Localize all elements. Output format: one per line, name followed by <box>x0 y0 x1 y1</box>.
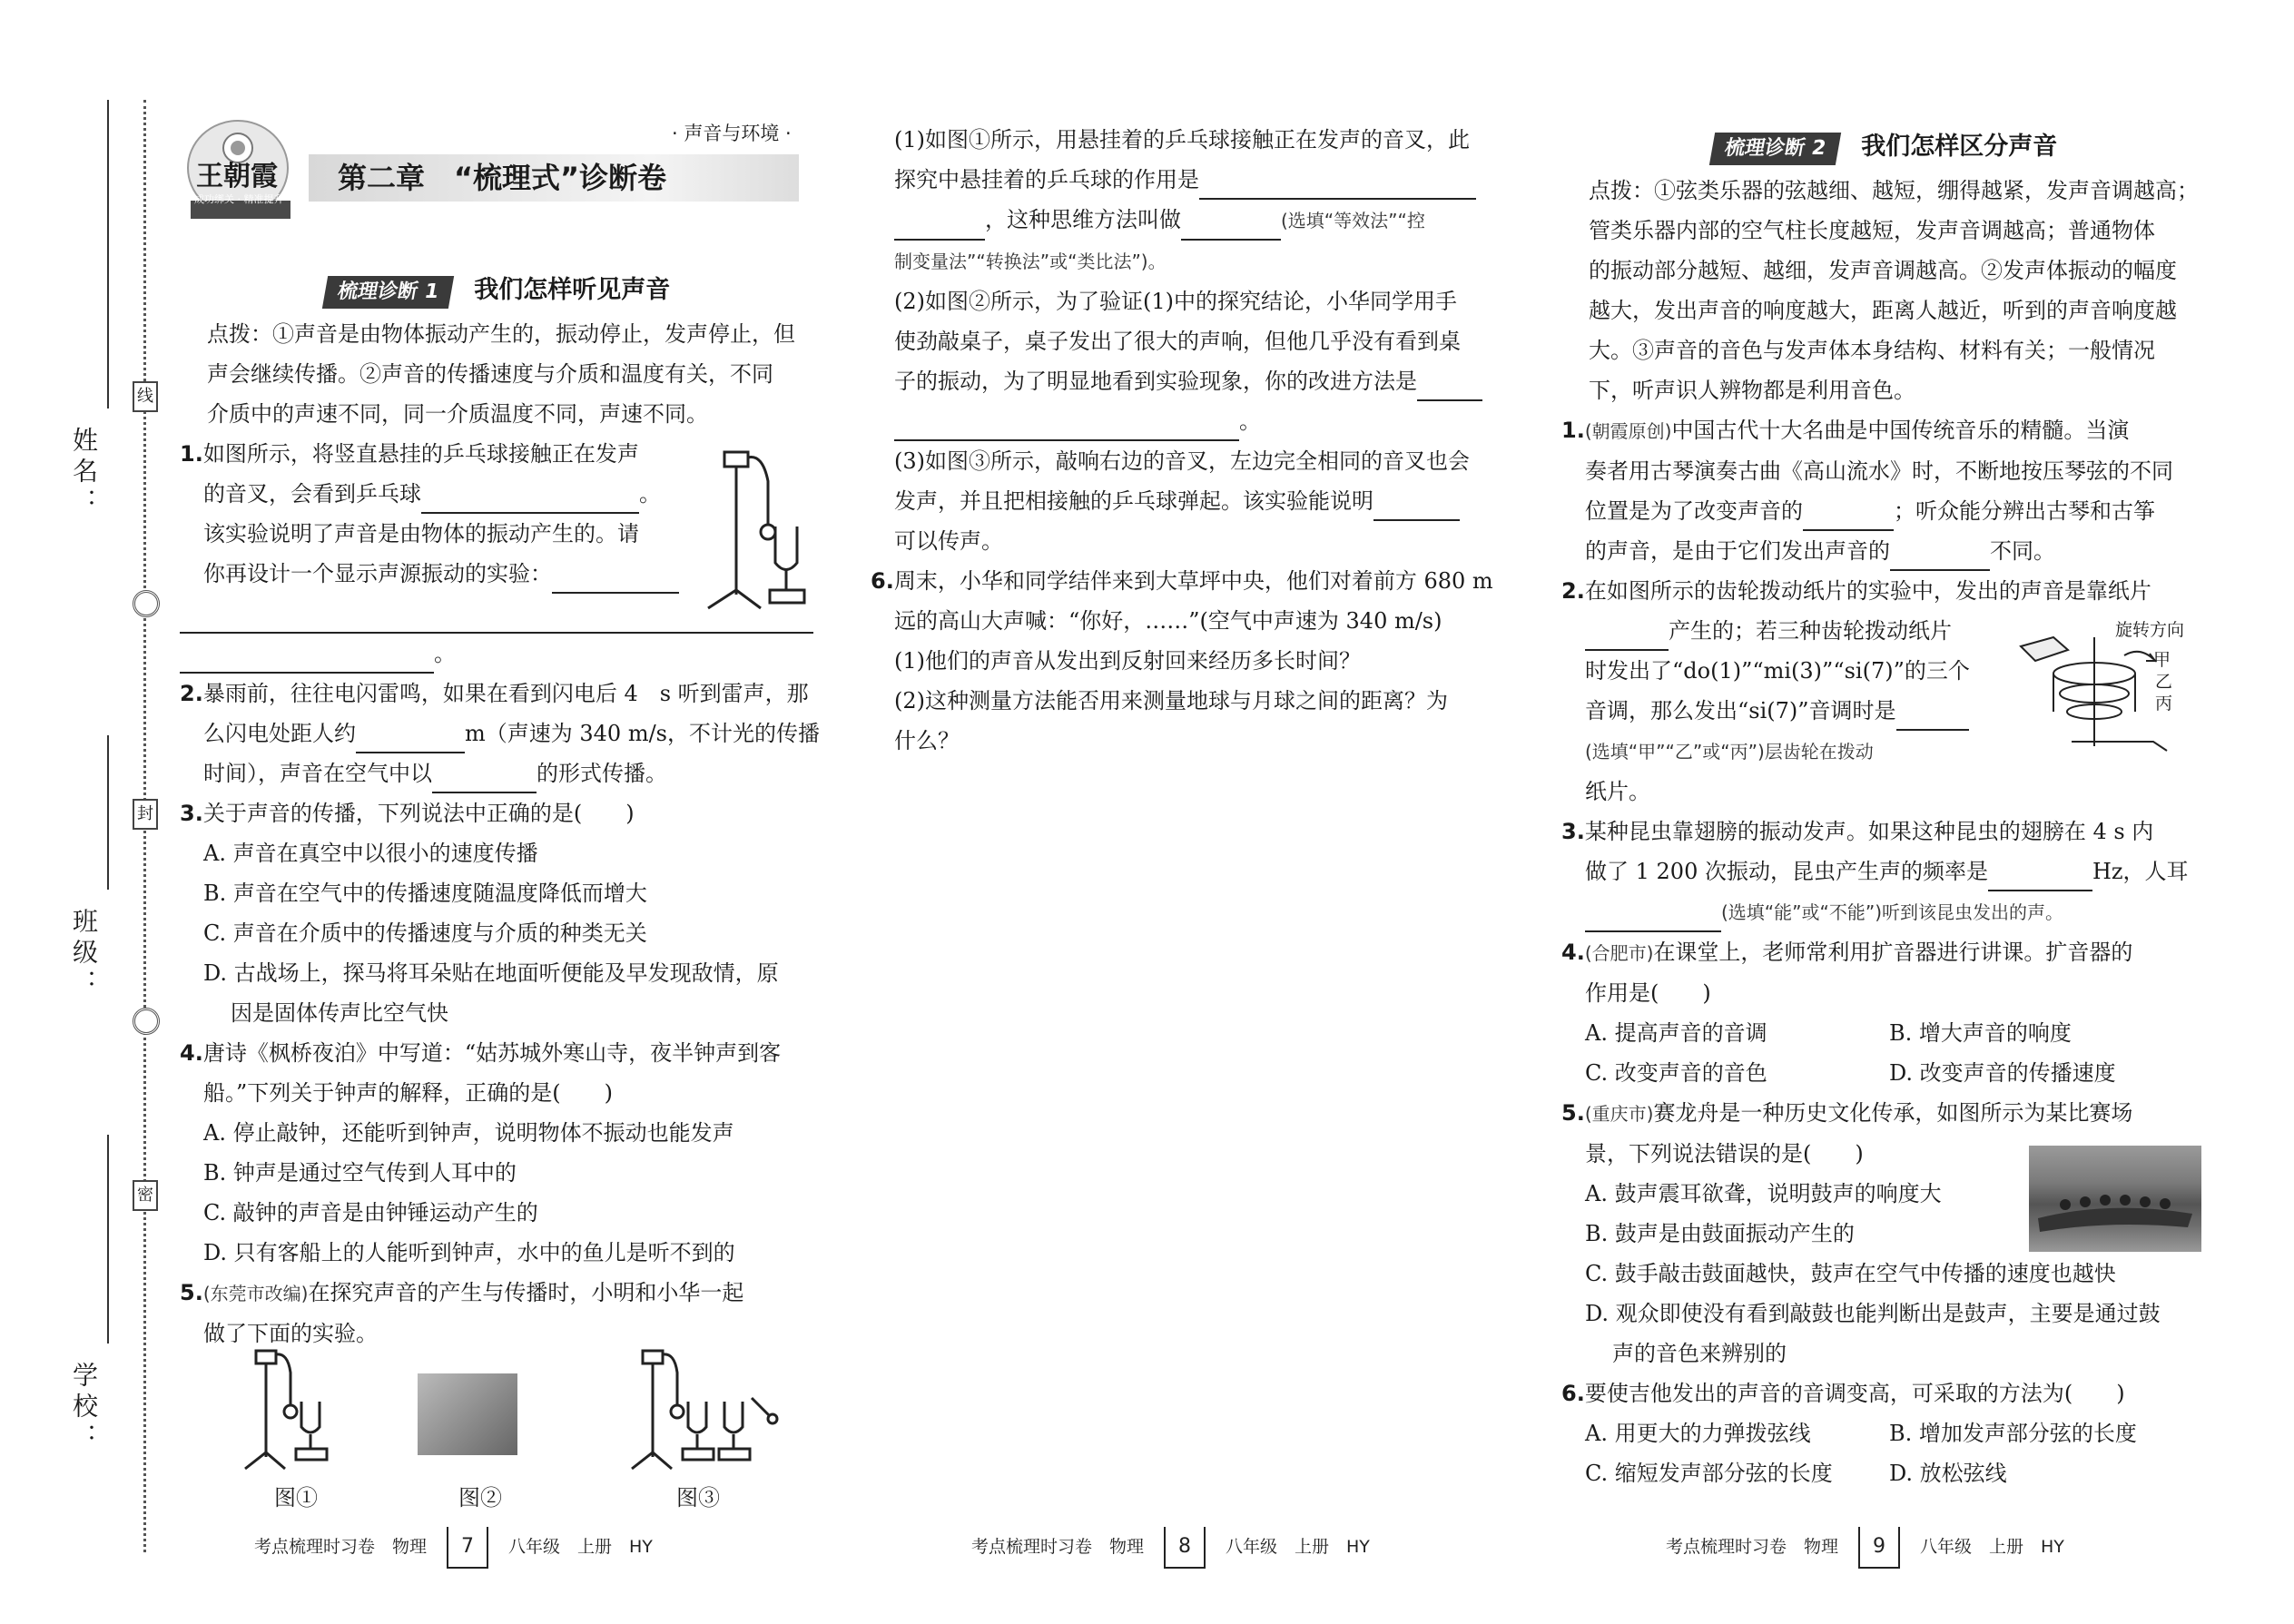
option-a[interactable]: A. 用更大的力弹拨弦线 <box>1585 1421 1811 1446</box>
brand-logo <box>182 113 300 227</box>
option-b[interactable]: B. 增加发声部分弦的长度 <box>1889 1421 2137 1446</box>
question-text: (2)如图②所示，为了验证(1)中的探究结论，小华同学用手 <box>894 289 1457 314</box>
question-text: 可以传声。 <box>894 528 1003 554</box>
option-a[interactable]: A. 鼓声震耳欲聋，说明鼓声的响度大 <box>1585 1181 1942 1206</box>
question-text: 使劲敲桌子，桌子发出了很大的声响，但他几乎没有看到桌 <box>894 329 1461 354</box>
question-number: 5. <box>1561 1100 1585 1126</box>
section-1-tip-3: 介质中的声速不同，同一介质温度不同，声速不同。 <box>207 401 708 427</box>
option-c[interactable]: C. 鼓手敲击鼓面越快，鼓声在空气中传播的速度也越快 <box>1585 1261 2116 1286</box>
section-2-tip-4: 越大，发出声音的响度越大，距离人越近，听到的声音响度越 <box>1589 298 2177 323</box>
answer-blank[interactable] <box>1585 622 1669 651</box>
question-text: 景，下列说法错误的是( ) <box>1585 1141 1864 1166</box>
page-number: 9 <box>1858 1527 1900 1569</box>
question-text: 。 <box>1239 408 1261 434</box>
question-text: 探究中悬挂着的乒乓球的作用是 <box>894 167 1199 192</box>
answer-blank[interactable] <box>1373 492 1460 521</box>
r2-gear-figure <box>2017 619 2199 755</box>
seal-close-mark: 密 <box>133 1180 158 1211</box>
answer-blank[interactable] <box>1896 702 1969 731</box>
question-text: 不同。 <box>1990 538 2055 564</box>
option-b[interactable]: B. 增大声音的响度 <box>1889 1020 2072 1046</box>
question-text: 船。”下列关于钟声的解释，正确的是( ) <box>203 1080 613 1106</box>
q5-figure-3 <box>625 1343 783 1475</box>
answer-blank[interactable] <box>180 645 434 674</box>
section-2-tip-1: 点拨：①弦类乐器的弦越细、越短，绷得越紧，发声音调越高； <box>1589 178 2199 203</box>
question-text: Hz，人耳 <box>2092 859 2189 884</box>
question-number: 6. <box>871 568 894 594</box>
class-label: 班级： <box>69 908 99 1000</box>
footer-series: 考点梳理时习卷 物理 <box>971 1537 1145 1557</box>
answer-blank[interactable] <box>432 764 537 793</box>
question-text: 赛龙舟是一种历史文化传承，如图所示为某比赛场 <box>1653 1100 2133 1126</box>
logo-text: 王朝霞 <box>196 161 278 192</box>
question-text: 。 <box>434 641 456 666</box>
footer-grade: 八年级 上册 HY <box>508 1537 653 1557</box>
option-a[interactable]: A. 停止敲钟，还能听到钟声，说明物体不振动也能发声 <box>203 1120 734 1146</box>
option-d-cont: 因是固体传声比空气快 <box>231 1000 448 1026</box>
question-text: 该实验说明了声音是由物体的振动产生的。请 <box>203 521 639 546</box>
question-text: 如图所示，将竖直悬挂的乒乓球接触正在发声 <box>202 441 639 467</box>
seal-line-mark: 线 <box>133 381 158 412</box>
question-text: 子的振动，为了明显地看到实验现象，你的改进方法是 <box>894 369 1417 394</box>
option-c[interactable]: C. 缩短发声部分弦的长度 <box>1585 1461 1833 1486</box>
section-2-title: 我们怎样区分声音 <box>1861 133 2058 161</box>
gear-yi-label: 乙 <box>2155 672 2173 692</box>
question-text: (1)他们的声音从发出到反射回来经历多长时间？ <box>894 648 1361 674</box>
school-field[interactable] <box>107 1135 109 1343</box>
question-source: (朝霞原创) <box>1584 420 1672 442</box>
name-label: 姓名： <box>69 427 99 519</box>
question-number: 3. <box>1561 819 1585 844</box>
footer-page-7 <box>254 1527 653 1569</box>
question-text: 中国古代十大名曲是中国传统音乐的精髓。当演 <box>1671 418 2130 443</box>
answer-blank[interactable] <box>1890 542 1990 571</box>
q5-figure-1 <box>238 1343 347 1475</box>
question-text: 做了 1 200 次振动，昆虫产生声的频率是 <box>1585 859 1988 884</box>
question-text: 唐诗《枫桥夜泊》中写道：“姑苏城外寒山寺，夜半钟声到客 <box>202 1040 782 1066</box>
page-number: 8 <box>1164 1527 1206 1569</box>
question-text: m（声速为 340 m/s，不计光的传播 <box>465 721 820 746</box>
question-hint: 制变量法”“转换法”或“类比法”)。 <box>894 251 1167 272</box>
section-2-tip-6: 下，听声识人辨物都是利用音色。 <box>1589 378 1915 403</box>
rotation-direction-label: 旋转方向 <box>2115 620 2185 640</box>
section-1-tip-2: 声会继续传播。②声音的传播速度与介质和温度有关，不同 <box>207 361 773 387</box>
question-text: 作用是( ) <box>1585 980 1711 1006</box>
question-number: 1. <box>1561 418 1585 443</box>
figure-1-caption: 图① <box>274 1485 318 1511</box>
question-source: (重庆市) <box>1584 1103 1654 1125</box>
option-c[interactable]: C. 敲钟的声音是由钟锤运动产生的 <box>203 1200 538 1225</box>
q1-figure <box>697 445 815 617</box>
question-hint: (选填“甲”“乙”或“丙”)层齿轮在拨动 <box>1585 741 1874 763</box>
question-text: 的声音，是由于它们发出声音的 <box>1585 538 1890 564</box>
answer-blank[interactable] <box>1181 212 1281 241</box>
question-text: 纸片。 <box>1585 779 1650 804</box>
section-2-tip-5: 大。③声音的音色与发声体本身结构、材料有关；一般情况 <box>1589 338 2155 363</box>
option-c[interactable]: C. 声音在介质中的传播速度与介质的种类无关 <box>203 920 647 946</box>
gear-jia-label: 甲 <box>2153 650 2171 670</box>
answer-blank[interactable] <box>1199 171 1476 200</box>
chapter-title: 第二章 “梳理式”诊断卷 <box>338 161 667 195</box>
answer-blank[interactable] <box>552 565 679 594</box>
question-number: 4. <box>180 1040 203 1066</box>
question-number: 5. <box>180 1280 203 1305</box>
column-3 <box>1561 122 2208 1493</box>
option-a[interactable]: A. 声音在真空中以很小的速度传播 <box>203 841 538 866</box>
logo-subtext: 成功绑关 · 精准提升 <box>194 193 284 205</box>
question-text: 你再设计一个显示声源振动的实验： <box>203 561 552 586</box>
figure-3-caption: 图③ <box>676 1485 720 1511</box>
seal-circle-icon <box>133 590 160 617</box>
question-number: 2. <box>1561 578 1585 604</box>
question-number: 4. <box>1561 940 1585 965</box>
column-1 <box>180 265 820 1353</box>
name-field[interactable] <box>107 100 109 408</box>
binding-strip <box>0 0 154 1624</box>
section-2-tip-3: 的振动部分越短、越细，发声音调越高。②发声体振动的幅度 <box>1589 258 2177 283</box>
section-2-heading <box>1561 127 2208 167</box>
question-source: (东莞市改编) <box>202 1283 309 1304</box>
question-text: 在课堂上，老师常利用扩音器进行讲课。扩音器的 <box>1653 940 2133 965</box>
answer-blank[interactable] <box>1417 372 1482 401</box>
page-number: 7 <box>447 1527 488 1569</box>
question-text: 要使吉他发出的声音的音调变高，可采取的方法为( ) <box>1584 1381 2125 1406</box>
seal-seal-mark: 封 <box>133 799 158 830</box>
question-text: 音调，那么发出“si(7)”音调时是 <box>1585 698 1896 723</box>
option-b[interactable]: B. 鼓声是由鼓面振动产生的 <box>1585 1221 1855 1246</box>
dragon-boat-photo <box>2029 1146 2201 1252</box>
question-text: 产生的；若三种齿轮拨动纸片 <box>1669 618 1952 644</box>
question-number: 6. <box>1561 1381 1585 1406</box>
question-text: 什么？ <box>894 728 960 753</box>
question-text: 在探究声音的产生与传播时，小明和小华一起 <box>308 1280 744 1305</box>
section-1-tag: 梳理诊断 1 <box>322 276 454 309</box>
question-text: 位置是为了改变声音的 <box>1585 498 1803 524</box>
section-1-title: 我们怎样听见声音 <box>474 276 671 304</box>
question-text: 么闪电处距人约 <box>203 721 356 746</box>
answer-blank[interactable] <box>421 485 639 514</box>
option-a[interactable]: A. 提高声音的音调 <box>1585 1020 1767 1046</box>
answer-blank[interactable] <box>1988 862 2092 891</box>
column-2 <box>871 120 1521 761</box>
footer-series: 考点梳理时习卷 物理 <box>1666 1537 1839 1557</box>
question-text: 时间），声音在空气中以 <box>203 761 432 786</box>
answer-blank[interactable] <box>894 412 1239 441</box>
question-text: 远的高山大声喊：“你好，……”(空气中声速为 340 m/s) <box>894 608 1442 634</box>
option-b[interactable]: B. 声音在空气中的传播速度随温度降低而增大 <box>203 881 647 906</box>
figure-2-caption: 图② <box>458 1485 502 1511</box>
section-1-heading <box>180 271 815 310</box>
question-text: 奏者用古琴演奏古曲《高山流水》时，不断地按压琴弦的不同 <box>1585 458 2173 484</box>
footer-page-8 <box>971 1527 1370 1569</box>
question-text: ，这种思维方法叫做 <box>985 207 1181 232</box>
option-d[interactable]: D. 古战场上，探马将耳朵贴在地面听便能及早发现敌情，原 <box>203 960 779 986</box>
section-2-tag: 梳理诊断 2 <box>1709 133 1841 165</box>
question-text: 发声，并且把相接触的乒乓球弹起。该实验能说明 <box>894 488 1373 514</box>
question-hint: (选填“等效法”“控 <box>1281 210 1425 231</box>
question-text: ；听众能分辨出古琴和古筝 <box>1894 498 2155 524</box>
section-1-tip-1: 点拨：①声音是由物体振动产生的，振动停止，发声停止，但 <box>207 321 795 347</box>
question-text: (1)如图①所示，用悬挂着的乒乓球接触正在发声的音叉，此 <box>894 127 1470 153</box>
option-d-cont: 声的音色来辨别的 <box>1612 1341 1787 1366</box>
footer-series: 考点梳理时习卷 物理 <box>254 1537 428 1557</box>
q5-figure-2-photo <box>418 1373 517 1455</box>
question-text: (2)这种测量方法能否用来测量地球与月球之间的距离？为 <box>894 688 1448 714</box>
option-d[interactable]: D. 观众即使没有看到敲鼓也能判断出是鼓声，主要是通过鼓 <box>1585 1301 2161 1326</box>
question-hint: (选填“能”或“不能”)听到该昆虫发出的声。 <box>1721 901 2064 923</box>
option-d[interactable]: D. 只有客船上的人能听到钟声，水中的鱼儿是听不到的 <box>203 1240 735 1265</box>
footer-page-9 <box>1666 1527 2064 1569</box>
question-text: 做了下面的实验。 <box>203 1321 378 1346</box>
option-d[interactable]: D. 放松弦线 <box>1889 1461 2007 1486</box>
question-text: 。 <box>639 481 661 507</box>
answer-blank[interactable] <box>894 212 985 241</box>
question-text: 某种昆虫靠翅膀的振动发声。如果这种昆虫的翅膀在 4 s 内 <box>1584 819 2154 844</box>
answer-blank[interactable] <box>1585 903 1721 932</box>
option-b[interactable]: B. 钟声是通过空气传到人耳中的 <box>203 1160 517 1186</box>
question-text: 时发出了“do(1)”“mi(3)”“si(7)”的三个 <box>1585 658 1970 684</box>
question-text: 关于声音的传播，下列说法中正确的是( ) <box>202 801 635 826</box>
answer-blank[interactable] <box>1803 502 1894 531</box>
answer-blank[interactable] <box>356 724 465 753</box>
seal-circle-icon <box>133 1008 160 1035</box>
footer-grade: 八年级 上册 HY <box>1226 1537 1370 1557</box>
footer-grade: 八年级 上册 HY <box>1920 1537 2064 1557</box>
question-text: 周末，小华和同学结伴来到大草坪中央，他们对着前方 680 m <box>893 568 1493 594</box>
question-source: (合肥市) <box>1584 942 1654 964</box>
question-number: 2. <box>180 681 203 706</box>
question-text: 暴雨前，往往电闪雷鸣，如果在看到闪电后 4 s 听到雷声，那 <box>202 681 809 706</box>
option-d[interactable]: D. 改变声音的传播速度 <box>1889 1060 2116 1086</box>
subject-tag: · 声音与环境 · <box>672 123 792 144</box>
option-c[interactable]: C. 改变声音的音色 <box>1585 1060 1767 1086</box>
question-text: 的音叉，会看到乒乓球 <box>203 481 421 507</box>
class-field[interactable] <box>107 735 109 890</box>
question-number: 3. <box>180 801 203 826</box>
question-text: 的形式传播。 <box>537 761 667 786</box>
section-2-tip-2: 管类乐器内部的空气柱长度越短，发声音调越高；普通物体 <box>1589 218 2155 243</box>
gear-bing-label: 丙 <box>2155 694 2173 714</box>
question-text: (3)如图③所示，敲响右边的音叉，左边完全相同的音叉也会 <box>894 448 1470 474</box>
question-text: 在如图所示的齿轮拨动纸片的实验中，发出的声音是靠纸片 <box>1584 578 2151 604</box>
question-number: 1. <box>180 441 203 467</box>
school-label: 学校： <box>69 1362 99 1454</box>
